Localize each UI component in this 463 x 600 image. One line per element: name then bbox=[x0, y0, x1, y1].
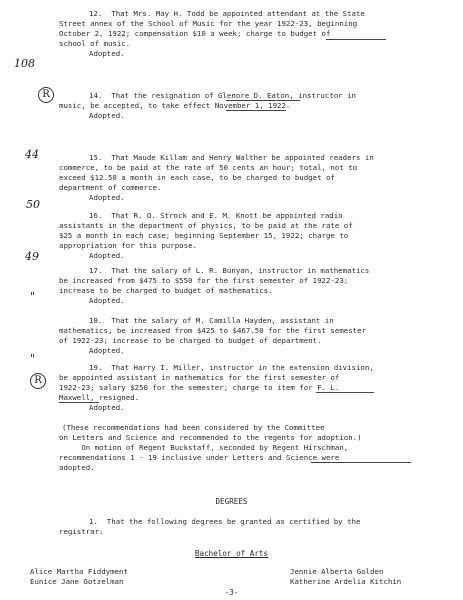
handwritten-underline bbox=[226, 100, 300, 101]
item-16-line-2: assistants in the department of physics, to be paid at the rate of bbox=[59, 221, 353, 230]
item-12-line-3: October 2, 1922; compensation $10 a week; charge to budget of bbox=[59, 29, 331, 38]
item-16-line-1: 16. That R. O. Strock and E. M. Knott be appointed radio bbox=[89, 211, 343, 220]
item-15-line-4: department of commerce. bbox=[59, 183, 162, 192]
text-underline-letters-and-science bbox=[311, 462, 411, 463]
item-16-line-3: $25 a month in each case; beginning September 15, 1922; charge to bbox=[59, 231, 349, 240]
item-17-adopted: Adopted. bbox=[89, 296, 125, 305]
item-12-line-4: school of music. bbox=[59, 39, 131, 48]
item-16-adopted: Adopted. bbox=[89, 251, 125, 260]
handwritten-underline bbox=[226, 110, 286, 111]
recommendations-line-3: On motion of Regent Buckstaff, seconded by Regent Hirschman, bbox=[59, 443, 349, 452]
item-17-line-3: increase to be charged to budget of mathematics. bbox=[59, 286, 273, 295]
margin-note-r-circled: R bbox=[38, 87, 54, 103]
item-15-line-3: exceed $12.50 a month in each case, to be charged to budget of bbox=[59, 173, 335, 182]
item-14-line-2: music, be accepted, to take effect November 1, 1922. bbox=[59, 101, 291, 110]
item-16-line-4: appropriation for this purpose. bbox=[59, 241, 197, 250]
margin-note-ditto-1: " bbox=[30, 290, 36, 303]
graduate-name-right-2: Katherine Ardelia Kitchin bbox=[290, 577, 402, 586]
degrees-heading: DEGREES bbox=[215, 497, 248, 506]
item-19-line-3: 1922-23; salary $250 for the semester; charge to item for F. L. bbox=[59, 383, 340, 392]
bachelor-of-arts-heading: Bachelor of Arts bbox=[194, 549, 269, 558]
item-15-line-1: 15. That Maude Killam and Henry Walther be appointed readers in bbox=[89, 153, 374, 162]
item-12-adopted: Adopted. bbox=[89, 49, 125, 58]
item-19-line-4: Maxwell, resigned. bbox=[59, 393, 140, 402]
graduate-name-left-1: Alice Martha Fiddyment bbox=[30, 567, 128, 576]
item-18-line-2: mathematics, be increased from $425 to $467.50 for the first semester bbox=[59, 326, 367, 335]
graduate-name-left-2: Eunice Jane Gotzelman bbox=[30, 577, 124, 586]
margin-note-r-circled-2: R bbox=[30, 373, 46, 389]
degrees-item-1-line-2: registrar: bbox=[59, 527, 104, 536]
page-number: -3- bbox=[224, 588, 239, 597]
item-17-line-2: be increased from $475 to $550 for the first semester of 1922-23; bbox=[59, 276, 349, 285]
handwritten-underline bbox=[326, 39, 386, 40]
item-18-line-3: of 1922-23; increase to be charged to budget of department. bbox=[59, 336, 322, 345]
margin-note-ditto-2: " bbox=[30, 352, 36, 365]
recommendations-line-4: recommendations 1 - 19 inclusive under Letters and Science were bbox=[59, 453, 340, 462]
recommendations-line-5: adopted. bbox=[59, 463, 95, 472]
margin-note-50: 50 bbox=[26, 198, 40, 211]
item-18-adopted: Adopted. bbox=[89, 346, 125, 355]
item-15-adopted: Adopted. bbox=[89, 193, 125, 202]
item-19-adopted: Adopted. bbox=[89, 403, 125, 412]
handwritten-underline bbox=[316, 392, 374, 393]
degrees-item-1-line-1: 1. That the following degrees be granted as certified by the bbox=[89, 517, 361, 526]
item-12-line-2: Street annex of the School of Music for the year 1922-23, beginning bbox=[59, 19, 358, 28]
item-17-line-1: 17. That the salary of L. R. Bunyan, instructor in mathematics bbox=[89, 266, 370, 275]
item-14-adopted: Adopted. bbox=[89, 111, 125, 120]
margin-note-49: 49 bbox=[25, 250, 39, 263]
handwritten-underline bbox=[59, 402, 99, 403]
recommendations-line-2: on Letters and Science and recommended to the regents for adoption.) bbox=[59, 433, 362, 442]
item-19-line-1: 19. That Harry I. Miller, instructor in the extension division, bbox=[89, 363, 374, 372]
item-14-line-1: 14. That the resignation of Glenore D. Eaton, instructor in bbox=[89, 91, 356, 100]
item-18-line-1: 18. That the salary of M. Camilla Hayden, assistant in bbox=[89, 316, 334, 325]
graduate-name-right-1: Jennie Alberta Golden bbox=[290, 567, 384, 576]
item-19-line-2: be appointed assistant in mathematics for the first semester of bbox=[59, 373, 340, 382]
item-12-line-1: 12. That Mrs. May H. Todd be appointed attendant at the State bbox=[89, 9, 365, 18]
recommendations-line-1: (These recommendations had been considered by the Committee bbox=[62, 423, 325, 432]
margin-note-44: 44 bbox=[25, 148, 39, 161]
margin-note-108: 108 bbox=[14, 57, 35, 70]
item-15-line-2: commerce, to be paid at the rate of 50 cents an hour; total, not to bbox=[59, 163, 358, 172]
